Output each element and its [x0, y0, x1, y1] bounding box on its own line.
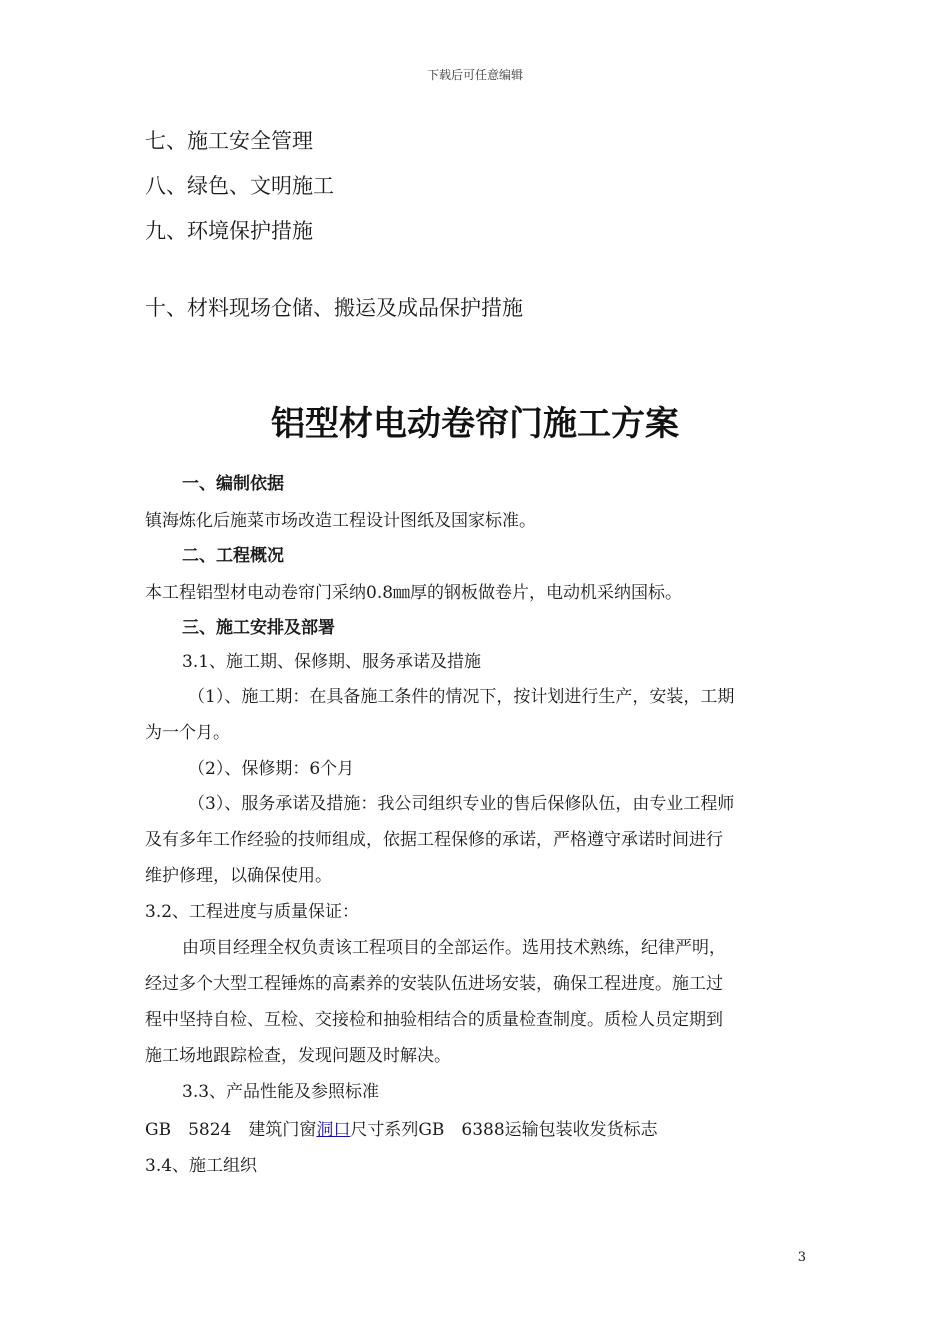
- paragraph: 本工程铝型材电动卷帘门采纳0.8㎜厚的钢板做卷片，电动机采纳国标。: [145, 583, 683, 603]
- paragraph: （3）、服务承诺及措施：我公司组织专业的售后保修队伍，由专业工程师: [188, 794, 735, 814]
- toc-item-10: 十、材料现场仓储、搬运及成品保护措施: [145, 296, 523, 320]
- section-heading-3: 三、施工安排及部署: [182, 618, 335, 638]
- paragraph: 维护修理，以确保使用。: [145, 866, 332, 886]
- paragraph: 施工场地跟踪检查，发现问题及时解决。: [145, 1046, 451, 1066]
- document-title: 铝型材电动卷帘门施工方案: [271, 404, 679, 444]
- paragraph: （2）、保修期：6个月: [188, 759, 355, 779]
- standard-text: GB 5824 建筑门窗: [145, 1120, 317, 1140]
- subsection-3-1: 3.1、施工期、保修期、服务承诺及措施: [182, 652, 482, 672]
- dongkou-link[interactable]: 洞口: [316, 1120, 351, 1140]
- paragraph: 镇海炼化后施菜市场改造工程设计图纸及国家标准。: [145, 511, 536, 531]
- section-heading-2: 二、工程概况: [182, 546, 284, 566]
- paragraph: 程中坚持自检、互检、交接检和抽验相结合的质量检查制度。质检人员定期到: [145, 1010, 723, 1030]
- page-number: 3: [797, 1250, 806, 1265]
- standards-line: [145, 1122, 810, 1139]
- paragraph: 经过多个大型工程锤炼的高素养的安装队伍进场安装，确保工程进度。施工过: [145, 974, 723, 994]
- subsection-3-3: 3.3、产品性能及参照标准: [182, 1082, 380, 1102]
- paragraph: （1）、施工期：在具备施工条件的情况下，按计划进行生产，安装，工期: [188, 687, 735, 707]
- subsection-3-4: 3.4、施工组织: [145, 1156, 258, 1176]
- subsection-3-2: 3.2、工程进度与质量保证：: [145, 902, 360, 922]
- standard-text: 尺寸系列GB 6388运输包装收发货标志: [350, 1120, 658, 1140]
- paragraph: 及有多年工作经验的技师组成，依据工程保修的承诺，严格遵守承诺时间进行: [145, 830, 723, 850]
- toc-item-9: 九、环境保护措施: [145, 219, 313, 243]
- toc-item-7: 七、施工安全管理: [145, 129, 313, 153]
- section-heading-1: 一、编制依据: [182, 474, 284, 494]
- header-note: 下载后可任意编辑: [426, 68, 523, 82]
- paragraph: 为一个月。: [145, 723, 230, 743]
- toc-item-8: 八、绿色、文明施工: [145, 174, 334, 198]
- paragraph: 由项目经理全权负责该工程项目的全部运作。选用技术熟练，纪律严明，: [182, 938, 726, 958]
